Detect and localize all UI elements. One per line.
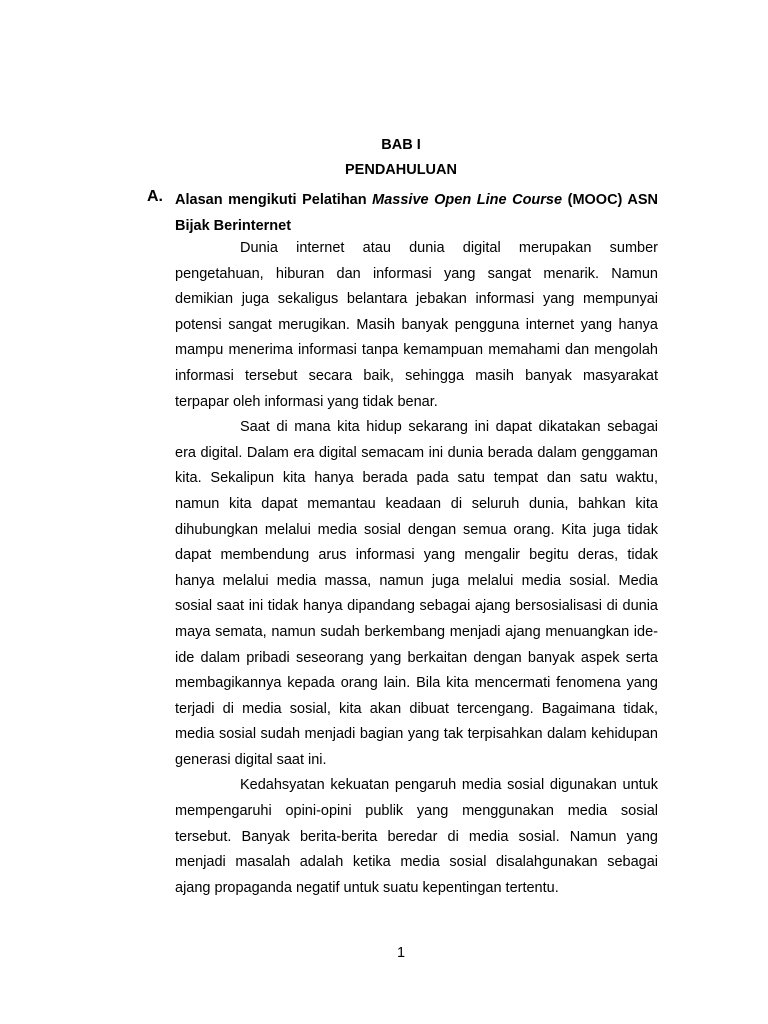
section-heading-text-end: (MOOC) ASN Bijak Berinternet <box>175 192 659 234</box>
section-marker: A. <box>147 188 163 205</box>
section-heading <box>175 188 658 239</box>
page-number: 1 <box>396 945 406 961</box>
section-heading-text: Alasan mengikuti Pelatihan <box>175 192 373 208</box>
paragraph: Saat di mana kita hidup sekarang ini dapat dikatakan sebagai era digital. Dalam era digital semacam ini dunia berada dalam genggaman kita. Sekalipun kita hanya berada pada satu tempat dan satu waktu, namun kita dapat memantau keadaan di seluruh dunia, bahkan kita dihubungkan melalui media sosial dengan semua orang. Kita juga tidak dapat membendung arus informasi yang mengalir begitu deras, tidak hanya melalui media massa, namun juga melalui media sosial. Media sosial saat ini tidak hanya dipandang sebagai ajang bersosialisasi di dunia maya semata, namun sudah berkembang menjadi ajang menuangkan ide-ide dalam pribadi seseorang yang berkaitan dengan banyak aspek serta membagikannya kepada orang lain. Bila kita mencermati fenomena yang terjadi di media sosial, kita akan dibuat tercengang. Bagaimana tidak, media sosial sudah menjadi bagian yang tak terpisahkan dalam kehidupan generasi digital saat ini. <box>175 419 658 768</box>
paragraph: Kedahsyatan kekuatan pengaruh media sosial digunakan untuk mempengaruhi opini-opini publik yang menggunakan media sosial tersebut. Banyak berita-berita beredar di media sosial. Namun yang menjadi masalah adalah ketika media sosial disalahgunakan sebagai ajang propaganda negatif untuk suatu kepentingan tertentu. <box>175 777 658 896</box>
chapter-title: PENDAHULUAN <box>345 162 457 178</box>
section-heading-italic: Massive Open Line Course <box>372 192 563 208</box>
paragraph: Dunia internet atau dunia digital merupakan sumber pengetahuan, hiburan dan informasi yang sangat menarik. Namun demikian juga sekaligus belantara jebakan informasi yang mempunyai potensi sangat merugikan. Masih banyak pengguna internet yang hanya mampu menerima informasi tanpa kemampuan memahami dan mengolah informasi tersebut secara baik, sehingga masih banyak masyarakat terpapar oleh informasi yang tidak benar. <box>175 240 658 410</box>
body-text <box>175 236 658 901</box>
chapter-label: BAB I <box>381 137 421 153</box>
